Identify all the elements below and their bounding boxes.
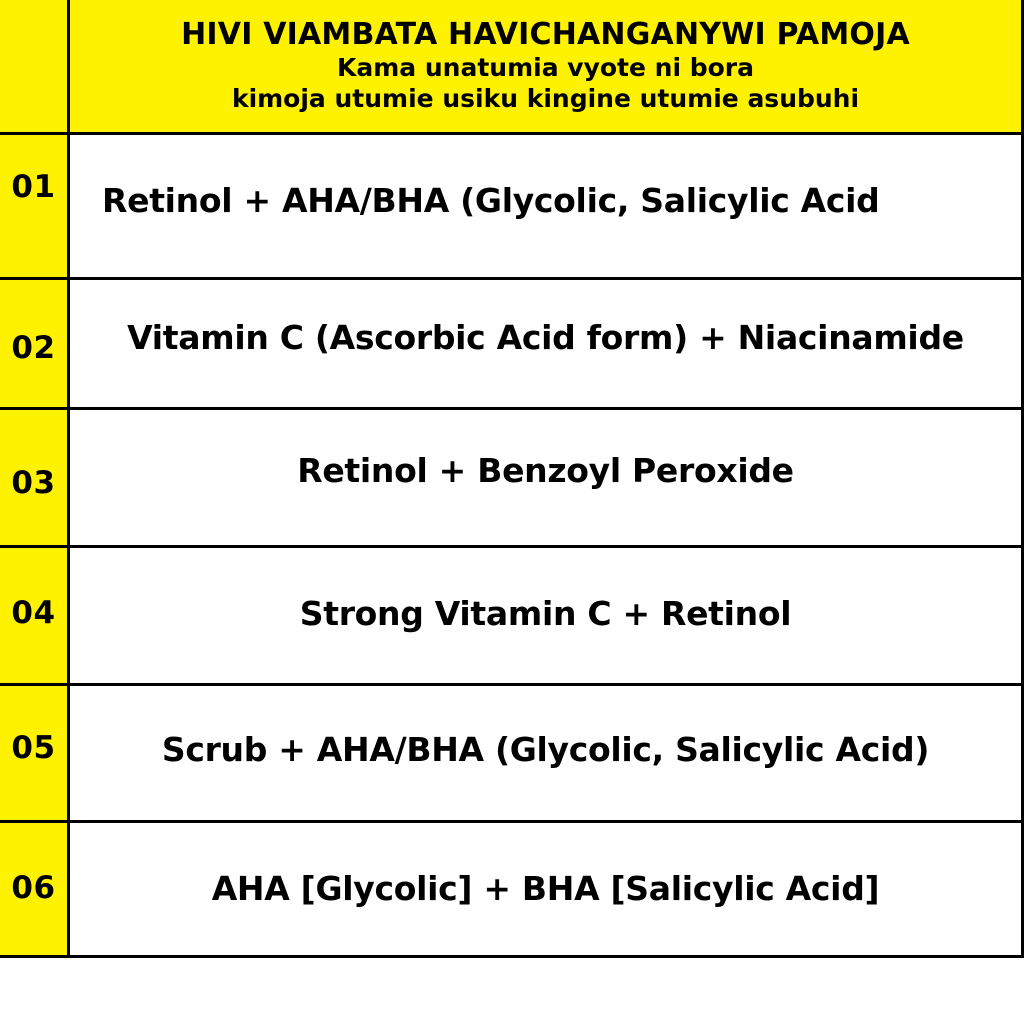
table-row xyxy=(70,686,1024,823)
row-number xyxy=(0,280,70,410)
row-text: Scrub + AHA/BHA (Glycolic, Salicylic Acid) xyxy=(161,729,930,769)
table-subtitle-line-1: Kama unatumia vyote ni bora xyxy=(337,53,754,82)
row-number-label: 02 xyxy=(11,329,56,366)
row-number xyxy=(0,410,70,548)
header-cell xyxy=(70,0,1024,135)
table-row xyxy=(70,410,1024,548)
row-number-label: 04 xyxy=(11,594,56,631)
row-number-label: 05 xyxy=(11,730,56,766)
row-number xyxy=(0,135,70,280)
row-text: Vitamin C (Ascorbic Acid form) + Niacinamide xyxy=(127,318,964,357)
table-row xyxy=(70,135,1024,280)
row-text: AHA [Glycolic] + BHA [Salicylic Acid] xyxy=(211,868,880,908)
table-row xyxy=(70,548,1024,686)
table-title: HIVI VIAMBATA HAVICHANGANYWI PAMOJA xyxy=(181,17,910,52)
table-subtitle-line-2: kimoja utumie usiku kingine utumie asubuhi xyxy=(231,84,860,113)
row-number-label: 01 xyxy=(11,169,56,205)
row-text: Retinol + Benzoyl Peroxide xyxy=(297,451,794,490)
table-row xyxy=(70,280,1024,410)
table-row xyxy=(70,823,1024,958)
row-text: Retinol + AHA/BHA (Glycolic, Salicylic Acid xyxy=(102,180,880,220)
row-text: Strong Vitamin C + Retinol xyxy=(299,594,792,633)
row-number-label: 06 xyxy=(11,870,56,906)
row-number xyxy=(0,686,70,823)
header-corner-cell xyxy=(0,0,70,135)
row-number xyxy=(0,548,70,686)
row-number-label: 03 xyxy=(11,464,56,501)
row-number xyxy=(0,823,70,958)
